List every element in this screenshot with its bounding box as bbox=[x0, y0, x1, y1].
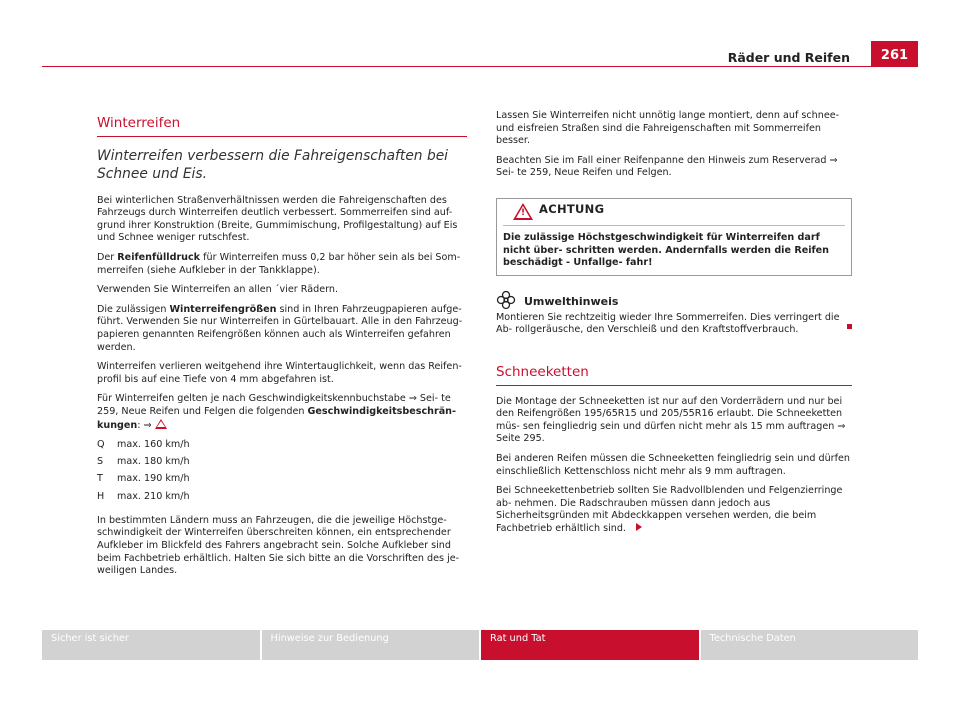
section-rule bbox=[97, 136, 467, 137]
warning-box-header bbox=[503, 199, 845, 226]
paragraph: Bei anderen Reifen müssen die Schneeketten feingliedrig sein und dürfen einschließlich Kettenschloss nicht mehr als 9 mm auftragen. bbox=[496, 452, 850, 477]
section-rule bbox=[496, 385, 852, 386]
environment-note-title: Umwelthinweis bbox=[524, 294, 619, 308]
paragraph-reserve-wheel: Beachten Sie im Fall einer Reifenpanne den Hinweis zum Reserverad ⇒ Sei- te 259, Neue Reifen und Felgen. bbox=[496, 154, 838, 179]
warning-triangle-icon bbox=[513, 203, 533, 220]
flower-icon bbox=[496, 290, 516, 310]
section-subtitle: Winterreifen verbessern die Fahreigenschaften bei Schnee und Eis. bbox=[97, 147, 449, 182]
tab-technische-daten[interactable]: Technische Daten bbox=[701, 630, 919, 660]
tab-hinweise-zur-bedienung[interactable]: Hinweise zur Bedienung bbox=[262, 630, 480, 660]
paragraph-tire-pressure: Der Reifenfülldruck für Winterreifen muss 0,2 bar höher sein als bei Som- merreifen (siehe Aufkleber in der Tankklappe). bbox=[97, 251, 461, 276]
warning-text: Die zulässige Höchstgeschwindigkeit für Winterreifen darf nicht über- schritten werden. Andernfalls werden die Reifen beschädigt - Unfallge- fahr! bbox=[503, 231, 830, 269]
section-title-winterreifen: Winterreifen bbox=[97, 115, 181, 131]
warning-box bbox=[496, 198, 852, 276]
speed-table bbox=[97, 439, 190, 508]
section-title-schneeketten: Schneeketten bbox=[496, 363, 589, 380]
page-number: 261 bbox=[871, 41, 918, 67]
tab-rat-und-tat[interactable]: Rat und Tat bbox=[481, 630, 699, 660]
table-row: T max. 190 km/h bbox=[97, 473, 190, 485]
paragraph: Winterreifen verlieren weitgehend ihre Wintertauglichkeit, wenn das Reifen- profil bis auf eine Tiefe von 4 mm abgefahren ist. bbox=[97, 361, 462, 385]
section-end-marker bbox=[847, 324, 852, 329]
right-column bbox=[496, 110, 852, 542]
paragraph: Lassen Sie Winterreifen nicht unnötig lange montiert, denn auf schnee- und eisfreien Straßen sind die Fahreigenschaften mit Sommerreifen besser. bbox=[496, 110, 840, 147]
table-row: H max. 210 km/h bbox=[97, 490, 190, 502]
paragraph: Bei winterlichen Straßenverhältnissen werden die Fahreigenschaften des Fahrzeugs durch Winterreifen deutlich verbessert. Sommerreifen sind auf- grund ihrer Konstruktion (Breite, Gummimischung, Profilgestaltung) auf Eis und Schnee weniger rutschfest. bbox=[97, 194, 458, 244]
continue-arrow-icon bbox=[636, 523, 642, 531]
tab-sicher-ist-sicher[interactable]: Sicher ist sicher bbox=[42, 630, 260, 660]
paragraph: Die Montage der Schneeketten ist nur auf den Vorderrädern und nur bei den Reifengrößen 195/65R15 und 205/55R16 erlaubt. Die Schneeketten müs- sen feingliedrig sein und dürfen nicht mehr als 15 mm auftragen ⇒ Seite 295. bbox=[496, 395, 846, 445]
environment-note-header bbox=[496, 290, 852, 312]
table-row: S max. 180 km/h bbox=[97, 456, 190, 468]
header-rule bbox=[42, 66, 918, 67]
warning-icon[interactable] bbox=[155, 419, 167, 429]
table-row: Q max. 160 km/h bbox=[97, 439, 190, 451]
warning-title: ACHTUNG bbox=[539, 201, 605, 216]
paragraph: In bestimmten Ländern muss an Fahrzeugen, die die jeweilige Höchstge- schwindigkeit der Winterreifen überschreiten können, ein entsprechender Aufkleber im Blickfeld des Fahrers angebracht sein. Solche Aufkleber sind beim Fachbetrieb erhältlich. Halten Sie sich bitte an die Vorschriften des je- weiligen Landes. bbox=[97, 514, 460, 577]
paragraph: Verwenden Sie Winterreifen an allen ´vier Rädern. bbox=[97, 284, 339, 296]
paragraph-tire-sizes: Die zulässigen Winterreifengrößen sind in Ihren Fahrzeugpapieren aufge- führt. Verwenden Sie nur Winterreifen in Gürtelbauart. Alle in den Fahrzeug- papieren genannten Reifengrößen können auch als Winterreifen gefahren werden. bbox=[97, 303, 463, 353]
header-title: Räder und Reifen bbox=[727, 50, 850, 65]
paragraph: Bei Schneekettenbetrieb sollten Sie Radvollblenden und Felgenzierringe ab- nehmen. Die Radschrauben müssen dann jedoch aus Sicherheitsgründen mit Abdeckkappen versehen werden, die beim Fachbetrieb erhältlich sind. bbox=[496, 485, 843, 534]
left-column bbox=[97, 117, 467, 585]
environment-note-text: Montieren Sie rechtzeitig wieder Ihre Sommerreifen. Dies verringert die Ab- rollgeräusche, den Verschleiß und den Kraftstoffverbrauch. bbox=[496, 312, 852, 337]
footer-tabs bbox=[42, 630, 918, 660]
paragraph-speed-limits: Für Winterreifen gelten je nach Geschwindigkeitskennbuchstabe ⇒ Sei- te 259, Neue Reifen und Felgen die folgenden Geschwindigkeitsbeschrän- kungen: ⇒ bbox=[97, 393, 456, 431]
